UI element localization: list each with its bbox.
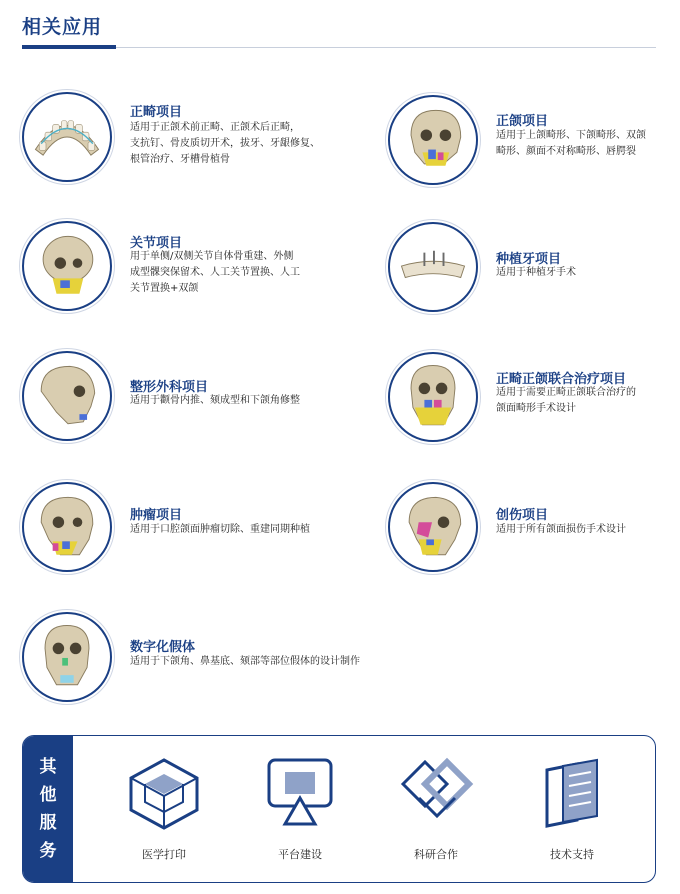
app-trauma	[388, 482, 668, 582]
skull-jaw-icon	[388, 95, 478, 185]
app-desc: 适用于口腔颌面肿瘤切除、重建同期种植	[130, 524, 310, 535]
app-digital-prosthesis	[22, 612, 442, 712]
app-desc: 适用于上颌畸形、下颌畸形、双颌 畸形、颜面不对称畸形、唇腭裂	[496, 130, 646, 157]
other-services-panel	[22, 735, 656, 883]
app-desc: 适用于正颌术前正畸、正颌术后正畸， 支抗钉、骨皮质切开术，拔牙、牙龈修复、 根管治疗、牙槽骨植骨	[130, 122, 320, 165]
service-tech-support[interactable]	[517, 754, 627, 874]
app-orthodontics	[22, 92, 342, 192]
dental-arch-icon	[22, 92, 112, 182]
service-label: 平台建设	[278, 848, 322, 861]
app-name: 数字化假体	[130, 640, 196, 655]
skull-joint-icon	[22, 221, 112, 311]
skull-front-icon	[388, 352, 478, 442]
skull-prosthesis-icon	[22, 612, 112, 702]
app-name: 正畸正颌联合治疗项目	[496, 372, 627, 387]
app-combined-treatment	[388, 352, 668, 452]
document-support-icon	[533, 754, 611, 832]
app-name: 种植牙项目	[496, 252, 562, 267]
app-orthognathic	[388, 95, 668, 195]
cube-print-icon	[125, 754, 203, 832]
app-name: 正畸项目	[130, 105, 183, 120]
app-tumor	[22, 482, 342, 582]
service-label: 技术支持	[550, 848, 594, 861]
service-platform[interactable]	[245, 754, 355, 874]
app-desc: 适用于下颌角、鼻基底、颏部等部位假体的设计制作	[130, 656, 360, 667]
app-desc: 适用于颧骨内推、颏成型和下颌角修整	[130, 395, 300, 406]
service-research[interactable]	[381, 754, 491, 874]
app-implant	[388, 222, 668, 322]
app-desc: 用于单侧/双侧关节自体骨重建、外侧 成型髁突保留术、人工关节置换、人工 关节置换+双颌	[130, 251, 300, 294]
app-name: 肿瘤项目	[130, 508, 183, 523]
skull-trauma-icon	[388, 482, 478, 572]
app-name: 整形外科项目	[130, 380, 209, 395]
app-desc: 适用于需要正畸正颌联合治疗的 颌面畸形手术设计	[496, 387, 636, 414]
app-name: 关节项目	[130, 236, 183, 251]
skull-tumor-icon	[22, 482, 112, 572]
app-plastic-surgery	[22, 351, 342, 451]
handshake-icon	[397, 754, 475, 832]
section-header	[22, 12, 656, 52]
service-label: 医学打印	[142, 848, 186, 861]
app-joint	[22, 221, 342, 321]
skull-profile-icon	[22, 351, 112, 441]
app-name: 正颌项目	[496, 114, 549, 129]
service-label: 科研合作	[414, 848, 458, 861]
service-medical-printing[interactable]	[109, 754, 219, 874]
app-desc: 适用于种植牙手术	[496, 267, 576, 278]
other-services-label: 其 他 服 务	[23, 736, 73, 882]
platform-icon	[261, 754, 339, 832]
header-rule	[22, 47, 656, 48]
app-name: 创伤项目	[496, 508, 549, 523]
section-title: 相关应用	[22, 16, 103, 38]
implant-icon	[388, 222, 478, 312]
title-underline	[22, 45, 116, 49]
app-desc: 适用于所有颌面损伤手术设计	[496, 524, 626, 535]
